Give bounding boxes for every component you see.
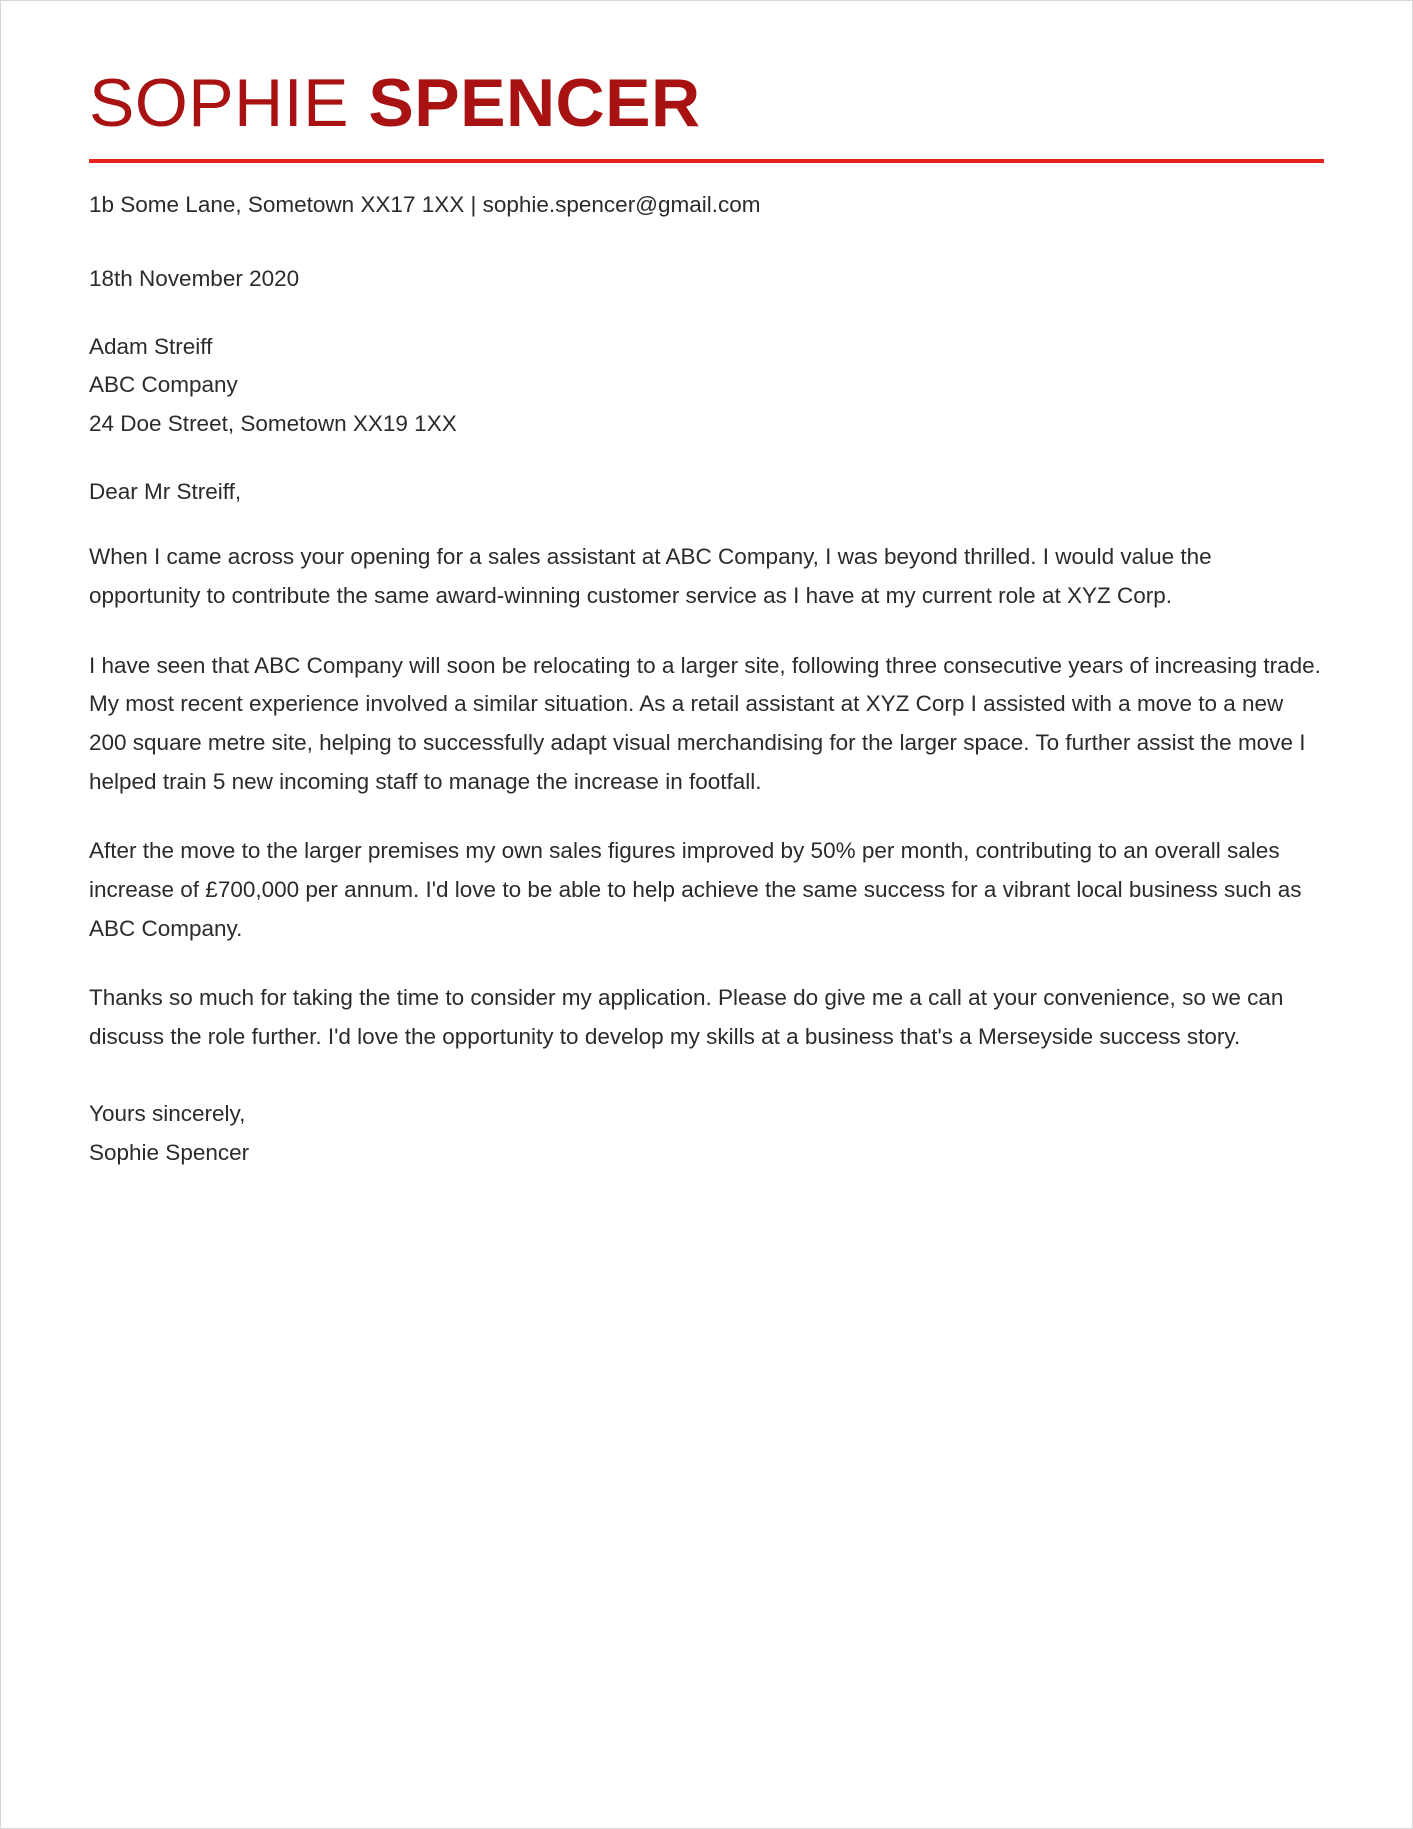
contact-line: 1b Some Lane, Sometown XX17 1XX | sophie.spencer@gmail.com bbox=[89, 192, 761, 218]
body-paragraph-4: Thanks so much for taking the time to consider my application. Please do give me a call at your convenience, so we can discuss the role further. I'd love the opportunity to develop my skills at a business that's a Merseyside success story. bbox=[89, 985, 1284, 1050]
closing-block bbox=[89, 1095, 1324, 1172]
letterhead bbox=[89, 63, 1324, 222]
last-name: SPENCER bbox=[368, 65, 701, 141]
recipient-name: Adam Streiff bbox=[89, 333, 213, 359]
first-name: SOPHIE bbox=[89, 65, 349, 141]
recipient-company: ABC Company bbox=[89, 372, 238, 398]
recipient-address: 24 Doe Street, Sometown XX19 1XX bbox=[89, 410, 457, 436]
recipient-block bbox=[89, 328, 1324, 444]
salutation: Dear Mr Streiff, bbox=[89, 478, 242, 504]
letter-date: 18th November 2020 bbox=[89, 265, 300, 291]
sign-off: Yours sincerely, bbox=[89, 1100, 246, 1126]
body-paragraph-3: After the move to the larger premises my own sales figures improved by 50% per month, contributing to an overall sales increase of £700,000 per annum. I'd love to be able to help achieve the same success for a vibrant local business such as ABC Company. bbox=[89, 838, 1302, 941]
header-divider bbox=[89, 159, 1324, 163]
signature-name: Sophie Spencer bbox=[89, 1139, 250, 1165]
page-title bbox=[89, 65, 1324, 141]
body-paragraph-2: I have seen that ABC Company will soon be relocating to a larger site, following three consecutive years of increasing trade. My most recent experience involved a similar situation. As a retail assistant at XYZ Corp I assisted with a move to a new 200 square metre site, helping to successfully adapt visual merchandising for the larger space. To further assist the move I helped train 5 new incoming staff to manage the increase in footfall. bbox=[89, 652, 1321, 794]
body-paragraph-1: When I came across your opening for a sales assistant at ABC Company, I was beyond thrilled. I would value the opportunity to contribute the same award-winning customer service as I have at my current role at XYZ Corp. bbox=[89, 544, 1212, 608]
letter-body bbox=[89, 263, 1324, 1172]
letter-sheet bbox=[89, 63, 1324, 1172]
